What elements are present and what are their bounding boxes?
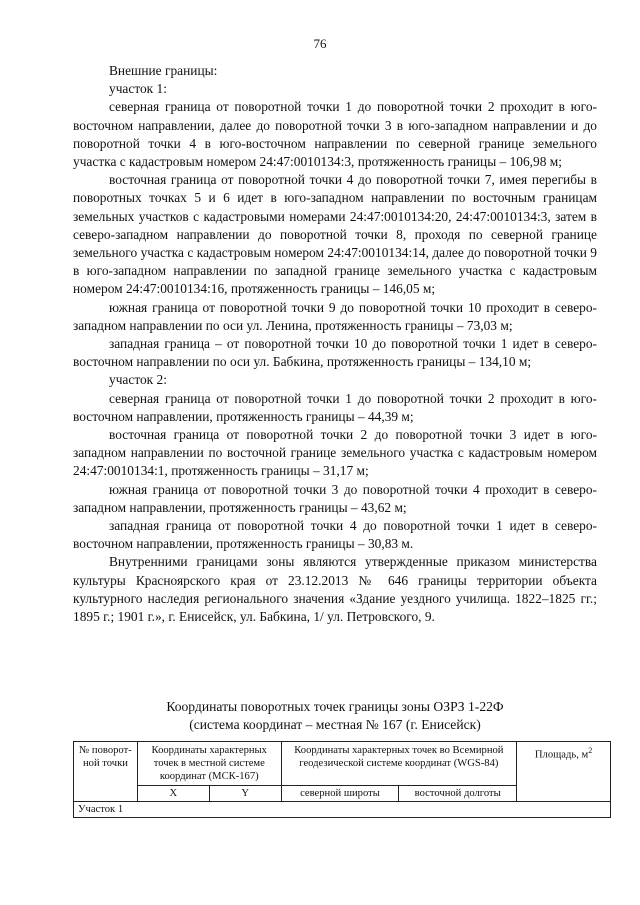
- subheader-y: Y: [209, 786, 281, 802]
- header-wgs-coordinates: Координаты характерных точек во Всемирной геодезической системе координат (WGS-84): [281, 742, 517, 786]
- subheader-x: X: [137, 786, 209, 802]
- paragraph-plot2-west: западная граница от поворотной точки 4 до поворотной точки 1 идет в северо-восточном направлении, протяженность границы – 30,83 м.: [73, 518, 597, 552]
- subheader-longitude: восточной долготы: [399, 786, 517, 802]
- header-area: [517, 742, 611, 802]
- coordinates-table: [73, 741, 611, 818]
- paragraph-plot2-east: восточная граница от поворотной точки 2 до поворотной точки 3 идет в юго-западном направлении по восточной границе земельного участка с кадастровым номером 24:47:0010134:1, протяженность границы – 31,17 м;: [73, 427, 597, 479]
- paragraph-plot1-west: западная граница – от поворотной точки 10 до поворотной точки 1 идет в северо-восточном направлении по оси ул. Бабкина, протяженность границы – 134,10 м;: [73, 336, 597, 370]
- header-point-number: № поворот-ной точки: [74, 742, 138, 802]
- paragraph-plot1-east: восточная граница от поворотной точки 4 до поворотной точки 7, имея перегибы в поворотных точках 5 и 6 идет в юго-западном направлении по восточным границам земельных участков с кадастровыми номерами 24:47:0010134:20, 24:47:0010134:3, затем в северо-западном направлении до поворотной точки 8, проходя по северной границе земельного участка с кадастровым номером 24:47:0010134:14, далее до поворотной точки 9 в юго-западном направлении по западной границе земельного участка с кадастровым номером 24:47:0010134:16, протяженность границы – 146,05 м;: [73, 172, 597, 297]
- paragraph-plot1-north: северная граница от поворотной точки 1 до поворотной точки 2 проходит в юго-восточном направлении, далее до поворотной точки 3 в юго-западном направлении и до поворотной точки 4 в юго-восточном направлении по северной границе земельного участка с кадастровым номером 24:47:0010134:3, протяженность границы – 106,98 м;: [73, 99, 597, 170]
- table-title-line-2: (система координат – местная № 167 (г. Енисейск): [189, 717, 481, 732]
- heading-external-borders: Внешние границы:: [109, 63, 218, 78]
- header-area-label: Площадь, м: [534, 749, 589, 761]
- document-body: [73, 62, 597, 626]
- section-plot-1: Участок 1: [74, 802, 611, 818]
- header-area-sup: 2: [588, 746, 593, 755]
- table-section-row: [74, 802, 611, 818]
- page-number: 76: [313, 36, 327, 51]
- paragraph-plot2-north: северная граница от поворотной точки 1 до поворотной точки 2 проходит в юго-восточном направлении, протяженность границы – 44,39 м;: [73, 390, 597, 424]
- table-title: [73, 698, 597, 734]
- paragraph-plot-2-label: участок 2:: [109, 372, 167, 388]
- paragraph-plot-1-label: участок 1:: [109, 81, 167, 97]
- header-local-coordinates: Координаты характерных точек в местной системе координат (МСК-167): [137, 742, 281, 786]
- paragraph-plot2-south: южная граница от поворотной точки 3 до поворотной точки 4 проходит в северо-западном направлении, протяженность границы – 43,62 м;: [73, 481, 597, 515]
- subheader-latitude: северной широты: [281, 786, 399, 802]
- paragraph-internal-borders: Внутренними границами зоны являются утвержденные приказом министерства культуры Красноярского края от 23.12.2013 № 646 границы территории объекта культурного наследия регионального значения «Здание уездного училища. 1822–1825 гг.; 1895 г.; 1901 г.», г. Енисейск, ул. Бабкина, 1/ ул. Петровского, 9.: [73, 554, 597, 625]
- paragraph-plot1-south: южная граница от поворотной точки 9 до поворотной точки 10 проходит в северо-западном направлении по оси ул. Ленина, протяженность границы – 73,03 м;: [73, 299, 597, 333]
- table-title-line-1: Координаты поворотных точек границы зоны ОЗРЗ 1-22Ф: [166, 699, 504, 714]
- table-header-row: [74, 742, 611, 786]
